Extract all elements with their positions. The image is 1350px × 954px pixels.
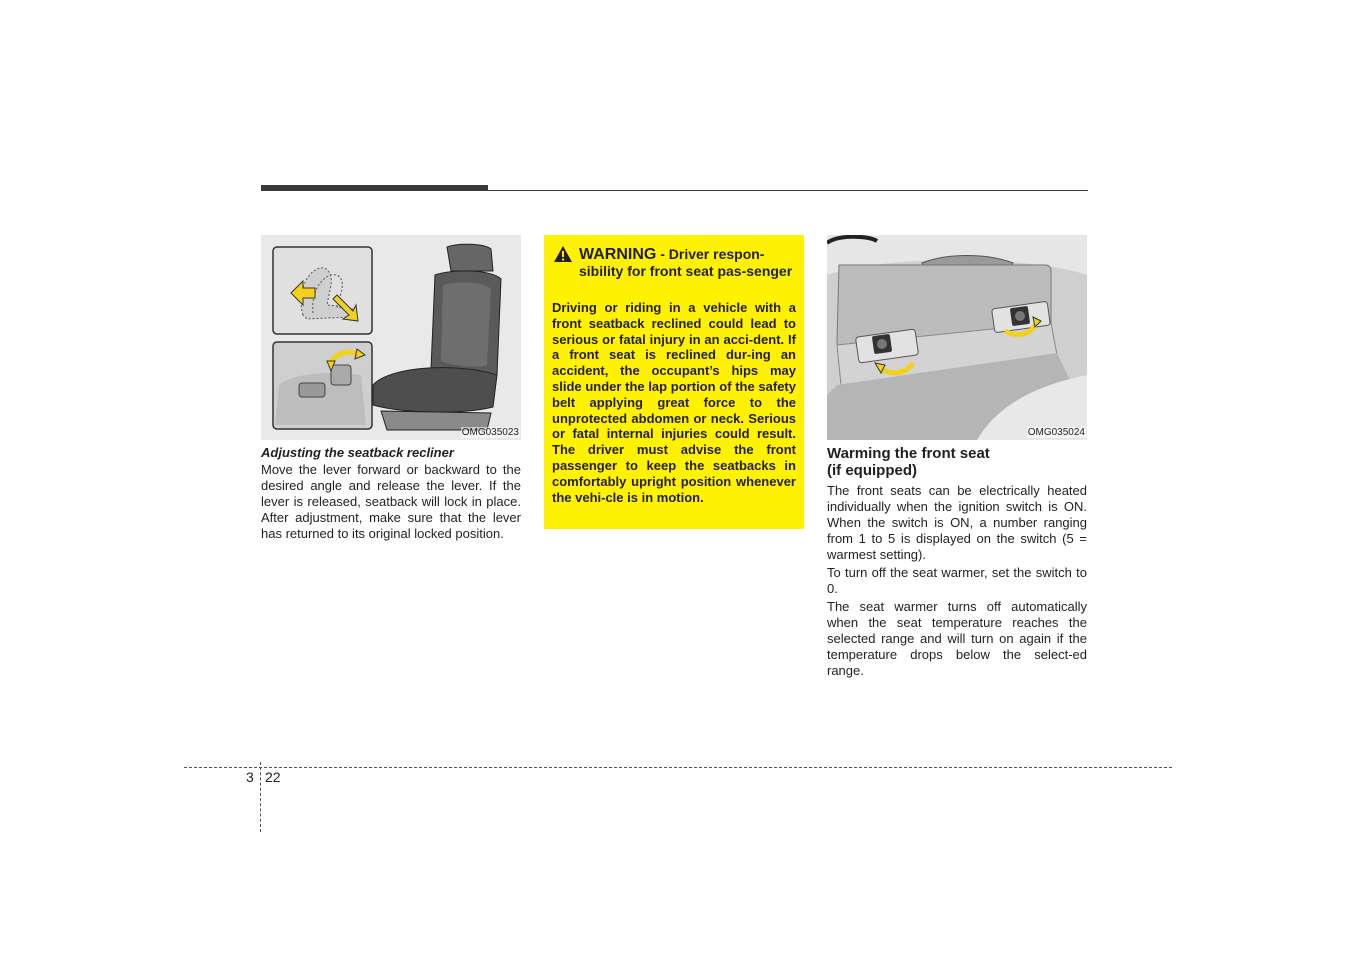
seat-warmer-illustration	[827, 235, 1087, 440]
header-rule-thick	[261, 185, 488, 191]
warning-box	[544, 235, 804, 529]
footer-rule	[184, 767, 1172, 768]
warning-triangle-icon	[553, 245, 573, 263]
recliner-instructions	[261, 462, 521, 544]
recliner-paragraph: Move the lever forward or backward to the desired angle and release the lever. If the lever is released, seatback will lock in place. After adjustment, make sure that the lever has returned to its original locked position.	[261, 462, 521, 541]
figure-code: OMG035023	[461, 427, 519, 438]
seat-illustration	[261, 235, 521, 440]
seatback-recliner-figure	[261, 235, 521, 440]
seat-warmer-text	[827, 483, 1087, 681]
warning-keyword: WARNING	[579, 246, 657, 263]
seat-warmer-paragraph-1: The front seats can be electrically heated individually when the ignition switch is ON. When the switch is ON, a number ranging from 1 to 5 is displayed on the switch (5 = warmest setting).	[827, 483, 1087, 562]
seat-warmer-heading	[827, 445, 1087, 479]
chapter-number: 3	[246, 769, 254, 785]
footer-divider	[260, 762, 261, 832]
warning-subject: - Driver respon-sibility for front seat pas-senger	[579, 246, 793, 279]
seat-warmer-paragraph-3: The seat warmer turns off automatically when the seat temperature reaches the selected range and will turn on again if the temperature drops below the select-ed range.	[827, 599, 1087, 678]
heading-line-2: (if equipped)	[827, 462, 917, 479]
page-number: 22	[265, 769, 281, 785]
heading-line-1: Warming the front seat	[827, 445, 990, 462]
warning-text: Driving or riding in a vehicle with a front seatback reclined could lead to serious or fatal injury in an acci-dent. If a front seat is reclined dur-ing an accident, the occupant’s hips may slide under the lap portion of the safety belt applying great force to the unprotected abdomen or neck. Serious or fatal internal injuries could result. The driver must advise the front passenger to keep the seatbacks in comfortably upright position whenever the vehi-cle is in motion.	[552, 300, 796, 505]
figure-code: OMG035024	[1027, 427, 1085, 438]
seat-warmer-paragraph-2: To turn off the seat warmer, set the switch to 0.	[827, 565, 1087, 596]
recliner-caption: Adjusting the seatback recliner	[261, 445, 454, 460]
seat-warmer-figure	[827, 235, 1087, 440]
header-rule-thin	[488, 190, 1088, 191]
warning-title	[579, 246, 795, 280]
